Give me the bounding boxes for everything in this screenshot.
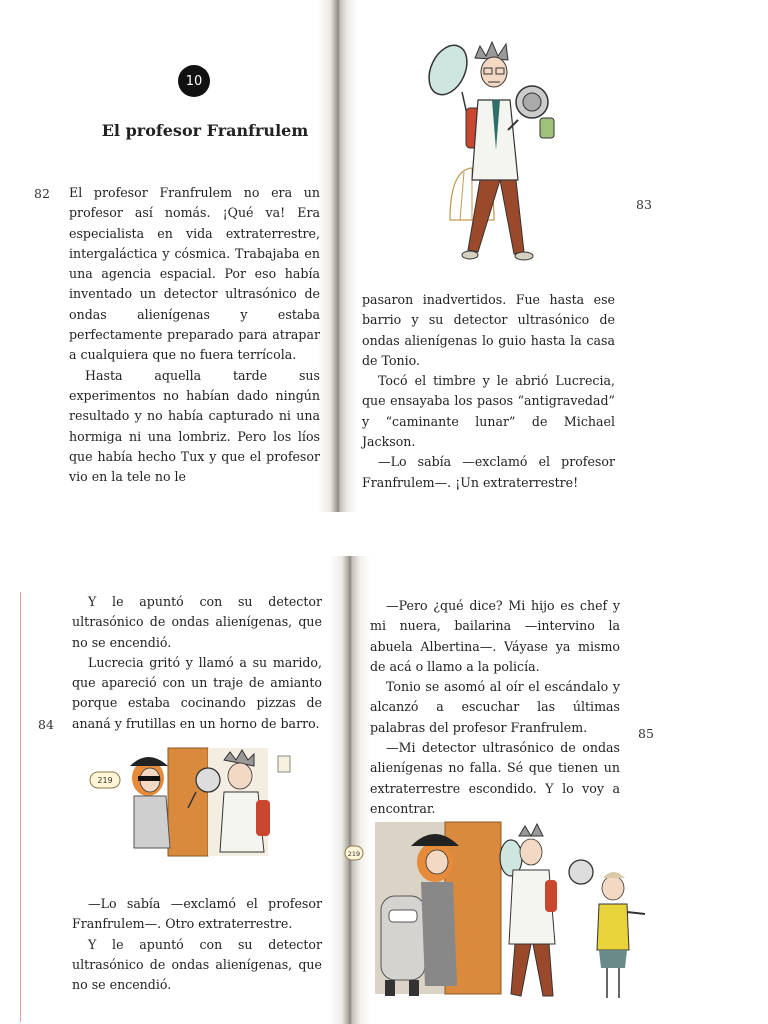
paragraph: —Pero ¿qué dice? Mi hijo es chef y mi nuera, bailarina —intervino la abuela Albertina—. Váyase ya mismo de acá o llamo a la policía. <box>370 598 620 674</box>
paragraph: —Mi detector ultrasónico de ondas alienígenas no falla. Sé que tienen un extraterrestre escondido. Y lo voy a encontrar. <box>370 740 620 816</box>
door-number-text: 219 <box>347 850 361 858</box>
grandmother-head <box>602 876 624 900</box>
door-number-text: 219 <box>97 776 113 785</box>
open-door <box>168 748 208 856</box>
page-84-text-top <box>72 592 322 734</box>
paragraph: Lucrecia gritó y llamó a su marido, que apareció con un traje de amianto porque estaba cocinando pizzas de ananá y frutillas en un horno de barro. <box>72 654 322 731</box>
professor-head <box>520 839 542 865</box>
page-84-text-bottom <box>72 894 322 995</box>
page-82-text <box>69 183 320 487</box>
paragraph: pasaron inadvertidos. Fue hasta ese barrio y su detector ultrasónico de ondas alienígenas lo guio hasta la casa de Tonio. <box>362 292 615 368</box>
asbestos-suit-figure <box>381 896 425 980</box>
butterfly-net <box>422 39 475 100</box>
page-edge-line <box>20 592 21 1022</box>
paragraph: Y le apuntó con su detector ultrasónico de ondas alienígenas, que no se encendió. <box>72 594 322 650</box>
paragraph: Y le apuntó con su detector ultrasónico de ondas alienígenas, que no se encendió. <box>72 936 322 993</box>
door-scene-illustration <box>88 748 308 868</box>
page-number-84: 84 <box>38 717 54 732</box>
detector-dish <box>569 860 593 884</box>
paragraph: —Lo sabía —exclamó el profesor Franfrulem—. Otro extraterrestre. <box>72 896 322 932</box>
book-gutter <box>318 0 358 512</box>
page-number-82: 82 <box>34 186 50 201</box>
handheld-device <box>540 118 554 138</box>
professor-illustration <box>420 30 580 270</box>
page-number-83: 83 <box>636 197 652 212</box>
page-85-text <box>370 596 620 819</box>
page-number-85: 85 <box>638 726 654 741</box>
page-83-text <box>362 290 615 493</box>
chapter-number-badge: 10 <box>178 65 210 97</box>
family-scene-illustration <box>345 816 645 1006</box>
chapter-title: El profesor Franfrulem <box>101 121 309 140</box>
paragraph: El profesor Franfrulem no era un profesor así nomás. ¡Qué va! Era especialista en vida extraterrestre, intergaláctica y cósmica. Trabajaba en una agencia espacial. Por eso había inventado un detector ultrasónico de ondas alienígenas y estaba perfectamente preparado para atrapar a cualquiera que no fuera terrícola. <box>69 185 320 363</box>
paragraph: Hasta aquella tarde sus experimentos no habían dado ningún resultado y no había capturado ni una hormiga ni una lombriz. Pero los líos que había hecho Tux y que el profesor vio en la tele no le <box>69 367 320 485</box>
professor-head <box>228 763 252 789</box>
paragraph: —Lo sabía —exclamó el profesor Franfrulem—. ¡Un extraterrestre! <box>362 454 615 490</box>
black-hat <box>130 757 168 766</box>
doorbell <box>278 756 290 772</box>
paragraph: Tonio se asomó al oír el escándalo y alcanzó a escuchar las últimas palabras del profesor Franfrulem. <box>370 679 620 735</box>
detector-dish <box>196 768 220 792</box>
paragraph: Tocó el timbre y le abrió Lucrecia, que ensayaba los pasos “antigravedad” y “caminante lunar” de Michael Jackson. <box>362 373 615 450</box>
bottom-spread <box>0 556 768 1024</box>
